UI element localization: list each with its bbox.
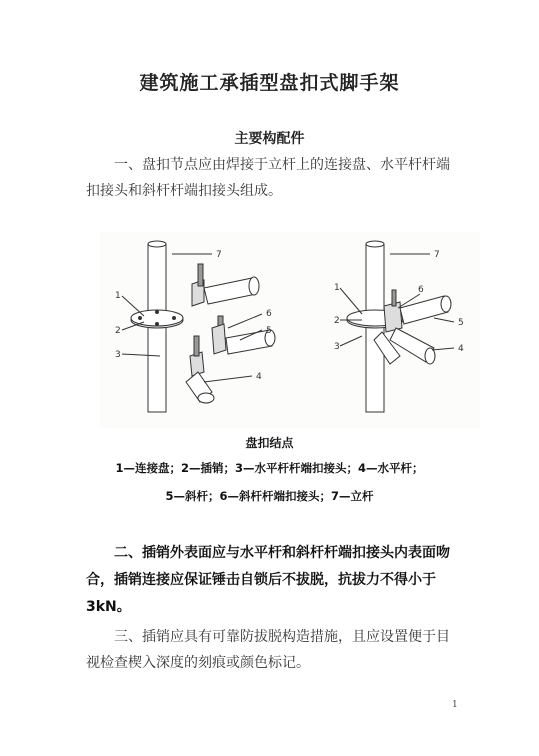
paragraph-3 [86, 624, 466, 676]
paragraph-3-line-2: 视检查楔入深度的刻痕或颜色标记。 [86, 655, 310, 671]
document-title: 建筑施工承插型盘扣式脚手架 [139, 72, 400, 94]
figure-caption-line-2: 5—斜杆；6—斜杆杆端扣接头；7—立杆 [165, 489, 374, 503]
paragraph-1 [86, 152, 466, 204]
left-label-4: 4 [256, 372, 262, 382]
paragraph-2-line-3: 3kN。 [86, 599, 131, 615]
left-label-2: 2 [115, 326, 121, 336]
paragraph-3-line-1: 三、插销应具有可靠防拔脱构造措施，且应设置便于目 [114, 629, 450, 645]
left-label-7: 7 [216, 250, 222, 260]
right-label-3: 3 [334, 342, 340, 352]
right-label-7: 7 [434, 250, 440, 260]
coupler-joint-diagram [100, 232, 480, 428]
paragraph-2 [86, 540, 476, 621]
paragraph-2-line-2: 合，插销连接应保证锤击自锁后不拔脱，抗拔力不得小于 [86, 572, 436, 588]
figure-caption-heading: 盘扣结点 [245, 436, 294, 450]
right-label-5: 5 [458, 318, 464, 328]
left-label-5: 5 [266, 326, 272, 336]
coupler-joint-figure [100, 232, 480, 428]
paragraph-1-line-2: 扣接头和斜杆杆端扣接头组成。 [86, 183, 282, 199]
right-label-1: 1 [334, 283, 340, 293]
section-title: 主要构配件 [234, 131, 305, 147]
right-label-4: 4 [458, 344, 464, 354]
right-label-6: 6 [418, 285, 424, 295]
paragraph-1-line-1: 一、盘扣节点应由焊接于立杆上的连接盘、水平杆杆端 [114, 157, 450, 173]
figure-caption-line-1: 1—连接盘；2—插销；3—水平杆杆端扣接头；4—水平杆； [115, 461, 424, 475]
left-label-6: 6 [266, 309, 272, 319]
left-label-1: 1 [115, 291, 121, 301]
page-number: 1 [452, 700, 458, 710]
paragraph-2-line-1: 二、插销外表面应与水平杆和斜杆杆端扣接头内表面吻 [114, 545, 450, 561]
left-label-3: 3 [115, 350, 121, 360]
right-label-2: 2 [334, 316, 340, 326]
